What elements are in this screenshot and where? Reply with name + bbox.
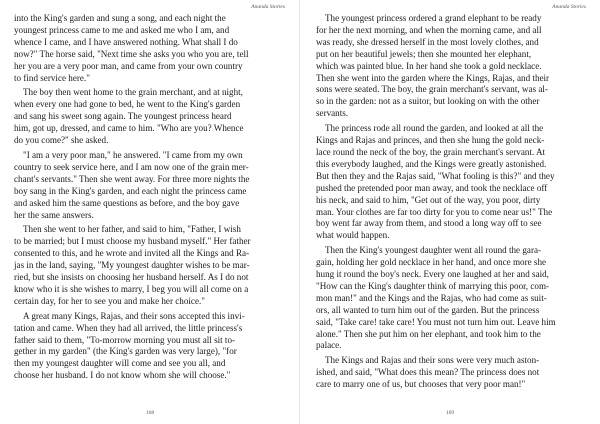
text-line: The boy then went home to the grain merchant, and at night, xyxy=(23,87,243,98)
text-line: sons were seated. The boy, the grain merchant's servant, was al- xyxy=(316,84,548,95)
text-line: was ready, she dressed herself in the most lovely clothes, and xyxy=(316,36,539,47)
text-line: country to seek service here, and I am now one of the grain mer- xyxy=(14,161,249,172)
text-line: whence I came, and I have answered nothing. What shall I do xyxy=(14,36,238,47)
text-line: now?" The horse said, "Next time she asks you who you are, tell xyxy=(14,48,249,59)
text-line: this everybody laughed, and the Kings were greatly astonished. xyxy=(316,158,547,169)
text-line: A great many Kings, Rajas, and their sons accepted this invi- xyxy=(23,310,245,321)
body-text xyxy=(14,13,251,382)
text-line: The Kings and Rajas and their sons were very much aston- xyxy=(325,355,540,366)
text-line: certain day, for her to see you and make her choice." xyxy=(14,295,205,306)
right-page xyxy=(300,0,600,424)
text-line: man. Your clothes are far too dirty for you to come near us!" The xyxy=(316,206,553,217)
text-line: which was painted blue. In her hand she took a gold necklace. xyxy=(316,60,542,71)
text-line: But then they and the Rajas said, "What fooling is this?" and they xyxy=(316,170,555,181)
text-line: her you are a very poor man, and came from your own country xyxy=(14,60,243,71)
text-line: what would happen. xyxy=(316,230,390,241)
running-head: Ananda Stories xyxy=(251,4,285,10)
text-line: gain, holding her gold necklace in her hand, and once more she xyxy=(316,257,547,268)
text-line: Then the King's youngest daughter went all round the gara- xyxy=(325,245,542,256)
text-line: consented to this, and he wrote and invited all the Kings and Ra- xyxy=(14,248,250,259)
text-line: his neck, and said to him, "Get out of the way, you poor, dirty xyxy=(316,194,541,205)
text-line: gether in my garden" (the King's garden was very large), "for xyxy=(14,346,237,357)
text-line: Then she went into the garden where the Kings, Rajas, and their xyxy=(316,72,550,83)
text-line: tation and came. When they had all arrived, the little princess's xyxy=(14,322,243,333)
text-line: choose her husband. I do not know whom she will choose." xyxy=(14,370,231,381)
text-line: said, "Take care! take care! You must not turn him out. Leave him xyxy=(316,316,556,327)
text-line: lace round the neck of the boy, the grain merchant's servant. At xyxy=(316,146,546,157)
text-line: jas in the land, saying, "My youngest daughter wishes to be mar- xyxy=(14,260,250,271)
text-line: then my youngest daughter will come and see you all, and xyxy=(14,358,226,369)
text-line: when every one had gone to bed, he went to the King's garden xyxy=(14,99,241,110)
text-line: palace. xyxy=(316,340,342,351)
text-line: youngest princess came to me and asked me who I am, and xyxy=(14,24,230,35)
text-line: chant's servants." Then she went away. For three more nights the xyxy=(14,173,250,184)
text-line: boy sang in the King's garden, and each night the princess came xyxy=(14,185,247,196)
text-line: do you come?" she asked. xyxy=(14,135,109,146)
text-line: put on her beautiful jewels; then she mounted her elephant, xyxy=(316,48,532,59)
text-line: and sang his sweet song again. The youngest princess heard xyxy=(14,111,232,122)
text-line: ished, and said, "What does this mean? The princess does not xyxy=(316,367,540,378)
page-number: 169 xyxy=(445,410,455,416)
text-line: Then she went to her father, and said to him, "Father, I wish xyxy=(23,224,241,235)
text-line: to be married; but I must choose my husband myself." Her father xyxy=(14,236,251,247)
text-line: "How can the King's daughter think of marrying this poor, com- xyxy=(316,280,550,291)
text-line: him, got up, dressed, and came to him. "Who are you? Whence xyxy=(14,123,244,134)
text-line: ried, but she insists on choosing her husband herself. As I do not xyxy=(14,272,249,283)
text-line: so in the garden: not as a suitor, but looking on with the other xyxy=(316,96,540,107)
text-line: mon man!" and the Kings and the Rajas, who had come as suit- xyxy=(316,292,547,303)
running-head: Ananda Stories xyxy=(552,4,586,10)
text-line: Kings and Rajas and princes, and then she hung the gold neck- xyxy=(316,135,545,146)
text-line: hung it round the boy's neck. Every one laughed at her and said, xyxy=(316,269,549,280)
text-line: and asked him the same questions as before, and the boy gave xyxy=(14,197,240,208)
text-line: "I am a very poor man," he answered. "I came from my own xyxy=(23,149,243,160)
page-number: 168 xyxy=(145,410,155,416)
text-line: alone." Then she put him on her elephant, and took him to the xyxy=(316,328,541,339)
body-text xyxy=(316,13,556,391)
text-line: ors, all wanted to turn him out of the garden. But the princess xyxy=(316,304,540,315)
text-line: into the King's garden and sung a song, and each night the xyxy=(14,13,226,23)
text-line: know who it is she wishes to marry, I beg you will all come on a xyxy=(14,283,249,294)
text-line: pushed the pretended poor man away, and took the necklace off xyxy=(316,182,548,193)
text-line: The princess rode all round the garden, and looked at all the xyxy=(325,123,544,134)
text-line: boy went far away from them, and stood a long way off to see xyxy=(316,218,542,229)
text-line: her the same answers. xyxy=(14,209,94,220)
text-line: for her the next morning, and when the morning came, and all xyxy=(316,24,542,35)
text-line: father said to them, "To-morrow morning you must all sit to- xyxy=(14,334,236,345)
text-line: servants. xyxy=(316,108,349,119)
text-line: care to marry one of us, but chooses that very poor man!" xyxy=(316,379,526,390)
text-line: The youngest princess ordered a grand elephant to be ready xyxy=(325,13,542,23)
text-line: to find service here." xyxy=(14,72,90,83)
